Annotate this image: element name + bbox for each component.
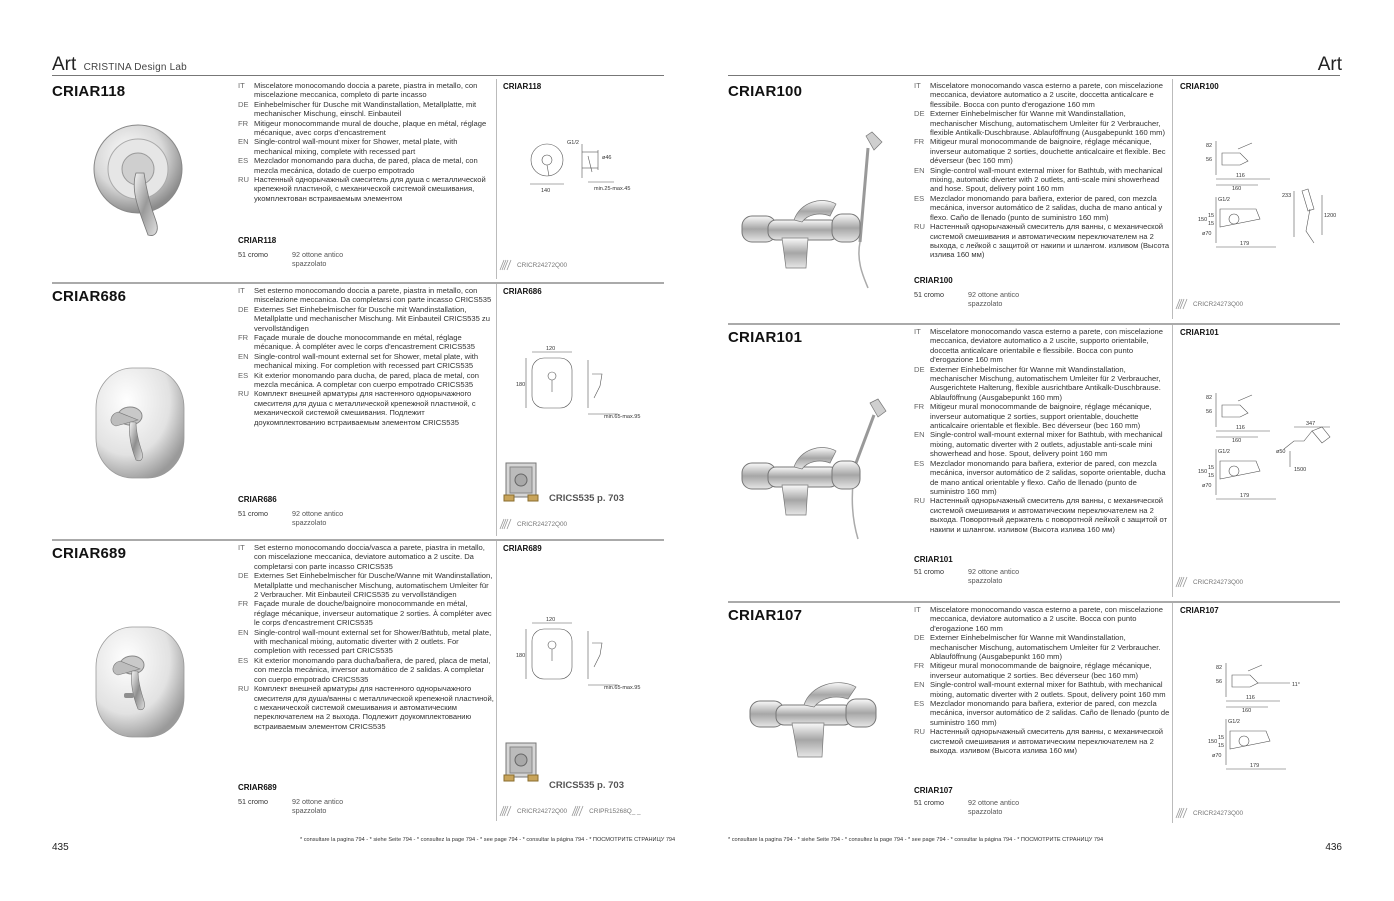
dim-g: 15 [1218,743,1225,749]
dim-height: 180 [516,382,526,388]
diagram-code: CRIAR686 [503,287,542,296]
product-photo [748,671,888,771]
dim-a: 82 [1206,395,1213,401]
dim-i: 233 [1282,193,1292,199]
description-row-it [238,286,494,305]
description-text: Miscelatore monocomando vasca esterno a parete, con miscelazione meccanica, deviatore automatico a 2 uscite. Bocca con punto d'erogazione 160 mm [930,605,1163,633]
description-row-en [914,680,1172,699]
language-code: EN [238,627,249,637]
description-text: Kit exterior monomando para ducha, de pared, placa de metal, con mezcla mecánica. A completar con cuerpo empotrado CRICS535 [254,370,479,390]
description-text: Single-control wall-mount external mixer for Bathtub, with mechanical mixing, automatic diverter with 2 outlets, adjustable anti-scale mini showerhead and hose. Spout, delivery point 160 mm [930,430,1163,459]
language-code: ES [914,458,925,468]
footer-note: * consultare la pagina 794 - * siehe Seite 794 - * consultez la page 794 - * see page 794 - * consultar la página 794 - * ПОСМОТРИТЕ СТРАНИЦУ 794 [728,837,1104,843]
description-row-es [238,371,494,390]
description-text: Externes Set Einhebelmischer für Dusche mit Wandinstallation, Metallplatte und mechanischer Mischung. Mit Einbauteil CRICS535 zu vervollständigen [254,304,490,333]
language-code: EN [238,137,249,147]
description-row-de [238,100,494,119]
dim-a: 82 [1216,665,1223,671]
language-code: RU [238,175,249,185]
dim-thread: G1/2 [1218,197,1230,203]
finish-brass: 92 ottone antico spazzolato [968,290,1020,308]
brand-title: Art [52,54,77,75]
barcode-ref [1175,576,1243,588]
barcode-ref [1175,807,1243,819]
language-code: IT [914,327,921,336]
variant-code: CRIAR686 [238,495,277,504]
description-text: Mitigeur mural monocommande de baignoire, réglage mécanique, inverseur automatique 2 sorties, douchette anticalcaire et flexible. Bec déverseur (bec 160 mm) [930,137,1166,166]
description-row-ru [914,727,1172,755]
finish-brass: 92 ottone antico spazzolato [292,250,344,268]
language-code: IT [238,81,245,90]
language-code: EN [914,430,925,440]
description-text: Miscelatore monocomando vasca esterno a parete, con miscelazione meccanica, deviatore automatico a 2 uscite, doccetta anticalcare e flessibile. Bocca con punto d'erogazione 160 mm [930,81,1163,109]
dim-d: 160 [1232,186,1242,192]
dim-h: 179 [1240,493,1250,499]
dim-thread: G1/2 [1218,449,1230,455]
dim-depth: min.25-max.45 [594,186,631,192]
finish-options [914,291,1114,311]
dim-f: 15 [1218,735,1225,741]
column-divider [496,541,497,821]
barcode-text: CRICR24272Q00 [517,520,568,528]
dim-f: 15 [1208,465,1215,471]
product-code: CRIAR118 [52,83,126,100]
product-code: CRIAR689 [52,545,127,562]
language-code: RU [914,496,925,506]
barcode-text-2: CRIPR15268Q_ _ [589,807,641,815]
recessed-part-ref: CRICS535 p. 703 [549,493,624,504]
barcode-icon [499,259,513,271]
description-row-en [914,166,1172,194]
description-text: Mitigeur monocommande mural de douche, plaque en métal, réglage mécanique, avec corps d'encastrement [254,118,487,138]
dim-j: ø50 [1276,449,1286,455]
product-code: CRIAR101 [728,329,803,346]
description-row-it [914,605,1172,633]
description-text: Настенный однорычажный смеситель для ванны, с механической системой смешивания и автоматическим переключателем на 2 выхода. Поворотный держатель с поворотной лейкой с защитой от накипи и шлангом. изливом (Высота излива 160 мм) [930,496,1168,534]
language-code: FR [238,599,249,609]
product-description [238,81,494,203]
barcode-icon [499,518,513,530]
finish-brass: 92 ottone antico spazzolato [968,567,1020,585]
dim-h: 179 [1250,763,1260,769]
description-text: Комплект внешней арматуры для настенного однорычажного смесителя для душа с металлической крепежной пластиной, с механической системой смешивания. Подлежит доукомплектованию встраиваемым элементом CRICS535 [254,389,476,427]
language-code: DE [238,99,249,109]
product-criar100 [728,77,1340,322]
language-code: DE [238,304,249,314]
dim-c: 116 [1236,173,1245,179]
product-photo [88,364,192,482]
product-criar107 [728,601,1340,825]
technical-drawing [518,346,658,426]
dim-f: 15 [1208,213,1215,219]
language-code: RU [914,727,925,737]
description-text: Mezclador monomando para bañera, exterior de pared, con mezcla mecánica, inversor automático de 2 salidas, ducha de mano antical y flexo. Caño de llenado (punto de suministro 160 mm) [930,193,1163,222]
description-row-it [914,327,1172,365]
barcode-ref [1175,298,1243,310]
barcode-ref [499,259,567,271]
language-code: IT [238,286,245,295]
product-code: CRIAR100 [728,83,803,100]
description-row-fr [238,599,494,627]
description-text: Mitigeur mural monocommande de baignoire, réglage mécanique, inverseur automatique 2 sorties. Bec déverseur (bec 160 mm) [930,661,1152,680]
technical-drawing [1194,135,1337,255]
language-code: ES [238,156,249,166]
description-text: Комплект внешней арматуры для настенного однорычажного смесителя для душа/ванны с металлической крепежной пластиной, с механической системой смешивания и автоматическим переключателем на 2 выхода. Подлежит доукомплектованию встраиваемым элементом CRICS535 [254,684,494,731]
language-code: EN [238,351,249,361]
dim-dia: ø70 [1202,483,1212,489]
product-photo [88,623,192,741]
product-description [238,543,494,731]
description-text: Façade murale de douche monocommande en métal, réglage mécanique. À compléter avec le corps d'encastrement CRICS535 [254,333,475,352]
page-number: 436 [1325,842,1342,853]
product-description [914,327,1172,534]
dim-depth: min.65-max.95 [604,685,641,691]
description-row-fr [914,402,1172,430]
description-row-es [914,699,1172,727]
description-row-de [914,633,1172,661]
diagram-code: CRIAR101 [1180,328,1219,337]
description-row-ru [914,496,1172,534]
description-text: Set esterno monocomando doccia/vasca a parete, piastra in metallo, con miscelazione meccanica, deviatore automatico a 2 uscite. Da completarsi con parte incasso CRICS535 [254,543,485,571]
description-text: Single-control wall-mount external mixer for Bathtub, with mechanical mixing, automatic diverter with 2 outlets, anti-scale mini showerhead and hose. Spout, delivery point 160 mm [930,165,1163,194]
dim-h: 179 [1240,241,1250,247]
description-row-ru [238,175,494,203]
header-rule [728,75,1340,76]
variant-code: CRIAR689 [238,783,277,792]
description-row-en [238,352,494,371]
dim-e: 150 [1198,469,1208,475]
language-code: FR [238,333,249,343]
language-code: ES [238,655,249,665]
language-code: ES [914,699,925,709]
dim-a: 82 [1206,143,1213,149]
description-text: Externer Einhebelmischer für Wanne mit Wandinstallation, mechanischer Mischung, automatischem Umleiter für 2 Verbraucher, flexible Antikalk-Duschbrause. Ablauföffnung (Ausgabepunkt 160 mm) [930,109,1165,138]
technical-drawing [518,617,658,697]
barcode-icon [1175,807,1189,819]
description-text: Single-control wall-mount external set for Shower, metal plate, with mechanical mixing. For completion with recessed part CRICS535 [254,351,479,371]
finish-chrome: 51 cromo [914,290,944,299]
barcode-ref [499,805,641,817]
column-divider [496,79,497,279]
diagram-code: CRIAR107 [1180,606,1219,615]
description-row-it [914,81,1172,109]
description-row-es [238,656,494,684]
variant-code: CRIAR118 [238,236,277,245]
recessed-body-photo [502,457,544,503]
finish-brass: 92 ottone antico spazzolato [292,797,344,815]
dim-width: 120 [546,617,556,623]
section-rule [52,282,664,284]
dim-depth: min.65-max.95 [604,414,641,420]
description-text: Façade murale de douche/baignoire monocommande en métal, réglage mécanique, inverseur automatique 2 sorties. À compléter avec le corps d'encastrement CRICS535 [254,599,492,628]
barcode-icon [499,805,513,817]
description-row-ru [238,389,494,427]
product-criar101 [728,323,1340,600]
product-description [914,605,1172,756]
brand-subtitle: CRISTINA Design Lab [83,62,187,73]
description-row-de [914,109,1172,137]
description-text: Externes Set Einhebelmischer für Dusche/Wanne mit Wandinstallation, Metallplatte und mechanischer Mischung, automatischem Umleiter für 2 Verbraucher. Mit Einbauteil CRICS535 zu vervollständigen [254,571,493,600]
diagram-code: CRIAR100 [1180,82,1219,91]
finish-chrome: 51 cromo [238,797,268,806]
description-text: Single-control wall-mount external mixer for Bathtub, with mechanical mixing, automatic diverter with 2 outlets. Spout, delivery point 160 mm [930,680,1166,699]
description-text: Miscelatore monocomando vasca esterno a parete, con miscelazione meccanica, deviatore automatico a 2 uscite, supporto orientabile, doccetta anticalcare orientabile e flessibile. Bocca con punto d'erogazione 160 mm [930,327,1163,365]
diagram-code: CRIAR118 [503,82,542,91]
description-row-fr [914,661,1172,680]
finish-options [238,798,438,818]
product-criar686 [52,282,664,538]
recessed-part-ref: CRICS535 p. 703 [549,780,624,791]
header-rule [52,75,664,76]
variant-code: CRIAR101 [914,555,953,564]
product-criar118 [52,77,664,281]
dim-e: 150 [1198,217,1208,223]
column-divider [496,284,497,536]
brand-header [52,54,187,76]
dim-d: 160 [1232,438,1242,444]
dim-angle: 11° [1292,682,1300,688]
language-code: ES [914,193,925,203]
finish-options [914,568,1114,588]
language-code: DE [914,633,925,643]
variant-code: CRIAR107 [914,786,953,795]
page-number: 435 [52,842,69,853]
dim-j: 1200 [1324,213,1337,219]
language-code: DE [914,109,925,119]
description-row-it [238,543,494,571]
description-text: Einhebelmischer für Dusche mit Wandinstallation, Metallplatte, mit mechanischer Mischung, einschl. Einbauteil [254,99,477,119]
language-code: FR [914,137,925,147]
description-text: Kit exterior monomando para ducha/bañera, de pared, placa de metal, con mezcla mecánica, inversor automático de 2 salidas. A completar con cuerpo empotrado CRICS535 [254,655,491,684]
dim-thread: G1/2 [567,140,579,146]
description-text: Set esterno monocomando doccia a parete, piastra in metallo, con miscelazione meccanica. Da completarsi con parte incasso CRICS535 [254,286,492,305]
dim-dia: ø70 [1212,753,1222,759]
description-row-es [238,156,494,175]
dim-b: 56 [1206,409,1213,415]
description-row-en [238,628,494,656]
dim-b: 56 [1216,679,1223,685]
diagram-code: CRIAR689 [503,544,542,553]
language-code: DE [238,571,249,581]
description-row-es [914,459,1172,497]
description-row-fr [238,119,494,138]
description-row-de [238,571,494,599]
description-row-en [914,430,1172,458]
description-row-fr [238,333,494,352]
finish-options [238,251,438,271]
variant-code: CRIAR100 [914,276,953,285]
column-divider [1172,79,1173,319]
language-code: DE [914,364,925,374]
dim-diameter: ø46 [602,155,612,161]
description-text: Mezclador monomando para bañera, exterior de pared, con mezcla mecánica, inversor automático de 2 salidas, soporte orientable, ducha de mano antical orientable y flexo. Caño de llenado (punto de suministro 160 mm) [930,458,1166,496]
description-row-de [238,305,494,333]
description-row-en [238,137,494,156]
dim-g: 15 [1208,221,1215,227]
dim-dia: ø70 [1202,231,1212,237]
finish-chrome: 51 cromo [238,509,268,518]
finish-brass: 92 ottone antico spazzolato [968,798,1020,816]
language-code: FR [914,661,925,671]
language-code: FR [238,118,249,128]
product-code: CRIAR107 [728,607,803,624]
language-code: FR [914,402,925,412]
barcode-icon [1175,576,1189,588]
description-text: Mezclador monomando para ducha, de pared, placa de metal, con mezcla mecánica, dotado de cuerpo empotrado [254,156,478,175]
dim-d: 160 [1242,708,1252,714]
barcode-icon [1175,298,1189,310]
dim-c: 116 [1236,425,1245,431]
dim-width: 140 [541,188,551,194]
dim-height: 180 [516,653,526,659]
language-code: EN [914,165,925,175]
language-code: ES [238,370,249,380]
description-text: Single-control wall-mount mixer for Shower, metal plate, with mechanical mixing, complete with recessed part [254,137,458,156]
finish-chrome: 51 cromo [914,798,944,807]
recessed-body-photo [502,737,544,783]
dim-i: 347 [1306,421,1316,427]
right-page [697,0,1394,901]
footer-note: * consultare la pagina 794 - * siehe Seite 794 - * consultez la page 794 - * see page 794 - * consultar la página 794 - * ПОСМОТРИТЕ СТРАНИЦУ 794 [300,837,676,843]
product-photo [738,393,888,543]
dim-e: 150 [1208,739,1218,745]
language-code: IT [914,605,921,614]
description-text: Настенный однорычажный смеситель для душа с металлической крепежной пластиной, с механической системой смешивания, укомплектован встраиваемым элементом [254,175,486,203]
description-text: Настенный однорычажный смеситель для ванны, с механической системой смешивания и автоматическим переключателем на 2 выхода. изливом (Высота излива 160 мм) [930,727,1164,756]
column-divider [1172,325,1173,597]
barcode-text: CRICR24272Q00 [517,807,568,815]
barcode-ref [499,518,567,530]
technical-drawing [1194,387,1338,507]
section-rule [728,323,1340,325]
finish-chrome: 51 cromo [914,567,944,576]
product-photo [90,121,188,239]
technical-drawing [1194,659,1334,779]
language-code: IT [914,81,921,90]
description-text: Externer Einhebelmischer für Wanne mit Wandinstallation, mechanischer Mischung, automatischem Umleiter für 2 Verbraucher. Ablauföffnung (Ausgabepunkt 160 mm) [930,633,1161,662]
product-code: CRIAR686 [52,288,127,305]
language-code: EN [914,680,925,690]
description-row-es [914,194,1172,222]
language-code: RU [238,684,249,694]
description-text: Single-control wall-mount external set for Shower/Bathtub, metal plate, with mechanical mixing, automatic diverter with 2 outlets. For completion with recessed part CRICS535 [254,627,492,656]
finish-brass: 92 ottone antico spazzolato [292,509,344,527]
barcode-text: CRICR24273Q00 [1193,809,1244,817]
barcode-text: CRICR24272Q00 [517,261,568,269]
product-criar689 [52,539,664,823]
description-row-ru [914,222,1172,260]
column-divider [1172,603,1173,823]
dim-k: 1500 [1294,467,1307,473]
technical-drawing [522,132,642,202]
finish-options [238,510,438,530]
product-photo [738,122,888,292]
finish-chrome: 51 cromo [238,250,268,259]
description-text: Externer Einhebelmischer für Wanne mit Wandinstallation, mechanischer Mischung, automatischem Umleiter für 2 Verbraucher, Ausgerichtete Halterung, flexible ausrichtbare Antikalk-Duschbrause. Ablauföffnung (Ausgabepunkt 160 mm) [930,364,1161,402]
dim-g: 15 [1208,473,1215,479]
language-code: IT [238,543,245,552]
product-description [914,81,1172,260]
brand-title: Art [1317,54,1342,75]
barcode-icon-2 [571,805,585,817]
barcode-text: CRICR24273Q00 [1193,300,1244,308]
dim-c: 116 [1246,695,1255,701]
section-rule [52,539,664,541]
description-row-it [238,81,494,100]
description-row-fr [914,137,1172,165]
description-text: Mitigeur mural monocommande de baignoire, réglage mécanique, inverseur automatique 2 sorties, support orientable, douchette anticalcaire orientable et flexible. Bec déverseur (bec 160 mm) [930,402,1152,431]
description-text: Настенный однорычажный смеситель для ванны, с механической системой смешивания и автоматическим переключателем на 2 выхода, с лейкой с защитой от накипи и шлангом. изливом (Высота излива 160 мм) [930,222,1170,260]
description-row-ru [238,684,494,731]
product-description [238,286,494,427]
barcode-text: CRICR24273Q00 [1193,578,1244,586]
language-code: RU [914,222,925,232]
dim-thread: G1/2 [1228,719,1240,725]
description-text: Mezclador monomando para bañera, exterior de pared, con mezcla mecánica, inversor automático de 2 salidas. Caño de llenado (punto de suministro 160 mm) [930,699,1170,727]
dim-b: 56 [1206,157,1213,163]
language-code: RU [238,389,249,399]
section-rule [728,601,1340,603]
dim-width: 120 [546,346,556,352]
description-text: Miscelatore monocomando doccia a parete, piastra in metallo, con miscelazione meccanica, completo di parte incasso [254,81,478,100]
description-row-de [914,365,1172,403]
finish-options [914,799,1114,819]
